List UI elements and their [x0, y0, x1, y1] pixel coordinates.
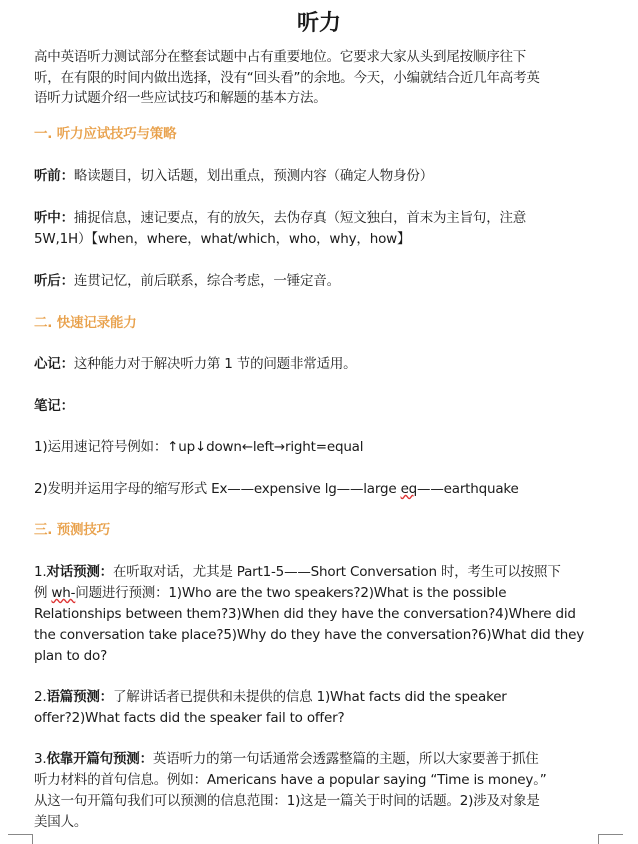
paragraph-opening-sentence-prediction	[34, 749, 539, 770]
label: 听前：	[34, 168, 74, 184]
num: 2.	[34, 689, 47, 705]
text: 捕捉信息，速记要点，有的放矢，去伪存真（短文独白，首末为主旨句，注意	[73, 210, 527, 226]
section-heading-3: 三. 预测技巧	[34, 522, 110, 538]
label: 笔记：	[34, 398, 74, 414]
section-heading-2: 二. 快速记录能力	[34, 315, 137, 331]
paragraph-during-listening	[34, 208, 526, 229]
label: 依靠开篇句预测：	[46, 751, 153, 767]
paragraph-notes	[34, 396, 74, 417]
text: 英语听力的第一句话通常会透露整篇的主题，所以大家要善于抓住	[152, 751, 539, 767]
paragraph-line: Relationships between them?3)When did they have the conversation?4)Where did	[34, 606, 576, 622]
section-heading-1: 一. 听力应试技巧与策略	[34, 126, 177, 142]
text: ——earthquake	[417, 481, 519, 497]
label: 对话预测：	[46, 564, 113, 580]
text: 略读题目，切入话题，划出重点，预测内容（确定人物身份）	[73, 168, 434, 184]
paragraph-mind-memory	[34, 354, 356, 375]
num: 3.	[34, 751, 47, 767]
paragraph-line: plan to do?	[34, 648, 108, 664]
paragraph-line: 美国人。	[34, 814, 88, 830]
intro-line: 听，在有限的时间内做出选择，没有“回头看”的余地。今天，小编就结合近几年高考英	[34, 70, 540, 86]
text: 连贯记忆，前后联系，综合考虑，一锤定音。	[73, 273, 340, 289]
paragraph-line	[34, 583, 506, 604]
paragraph-before-listening	[34, 166, 433, 187]
paragraph-line: the conversation take place?5)Why do they have the conversation?6)What did they	[34, 627, 584, 643]
label: 心记：	[34, 356, 74, 372]
text: 在听取对话，尤其是 Part1-5——Short Conversation 时，考生可以按照下	[112, 564, 561, 580]
label: 语篇预测：	[46, 689, 113, 705]
paragraph-line: 5W,1H）【when，where，what/which，who，why，how】	[34, 231, 411, 247]
label: 听后：	[34, 273, 74, 289]
paragraph-line: 从这一句开篇句我们可以预测的信息范围：1)这是一篇关于时间的话题。2)涉及对象是	[34, 793, 540, 809]
num: 1.	[34, 564, 47, 580]
text: 了解讲话者已提供和未提供的信息 1)What facts did the speaker	[112, 689, 507, 705]
paragraph-discourse-prediction	[34, 687, 507, 708]
document-title: 听力	[296, 11, 341, 36]
text: 2)发明并运用字母的缩写形式 Ex——expensive lg——large	[34, 481, 401, 497]
spellcheck-word: eq	[400, 481, 418, 497]
paragraph-dialogue-prediction	[34, 562, 561, 583]
label: 听中：	[34, 210, 74, 226]
text: 这种能力对于解决听力第 1 节的问题非常适用。	[73, 356, 357, 372]
paragraph-line: 听力材料的首句信息。例如：Americans have a popular saying “Time is money。”	[34, 772, 547, 788]
text: 例	[34, 585, 52, 601]
paragraph-line: offer?2)What facts did the speaker fail to offer?	[34, 710, 345, 726]
paragraph-after-listening	[34, 271, 340, 292]
intro-line: 高中英语听力测试部分在整套试题中占有重要地位。它要求大家从头到尾按顺序往下	[34, 49, 527, 65]
list-item: 1)运用速记符号例如：↑up↓down←left→right=equal	[34, 439, 364, 455]
list-item	[34, 479, 519, 500]
text: 问题进行预测：1)Who are the two speakers?2)What is the possible	[75, 585, 507, 601]
spellcheck-word: wh-	[51, 585, 76, 601]
intro-line: 语听力试题介绍一些应试技巧和解题的基本方法。	[34, 90, 327, 106]
